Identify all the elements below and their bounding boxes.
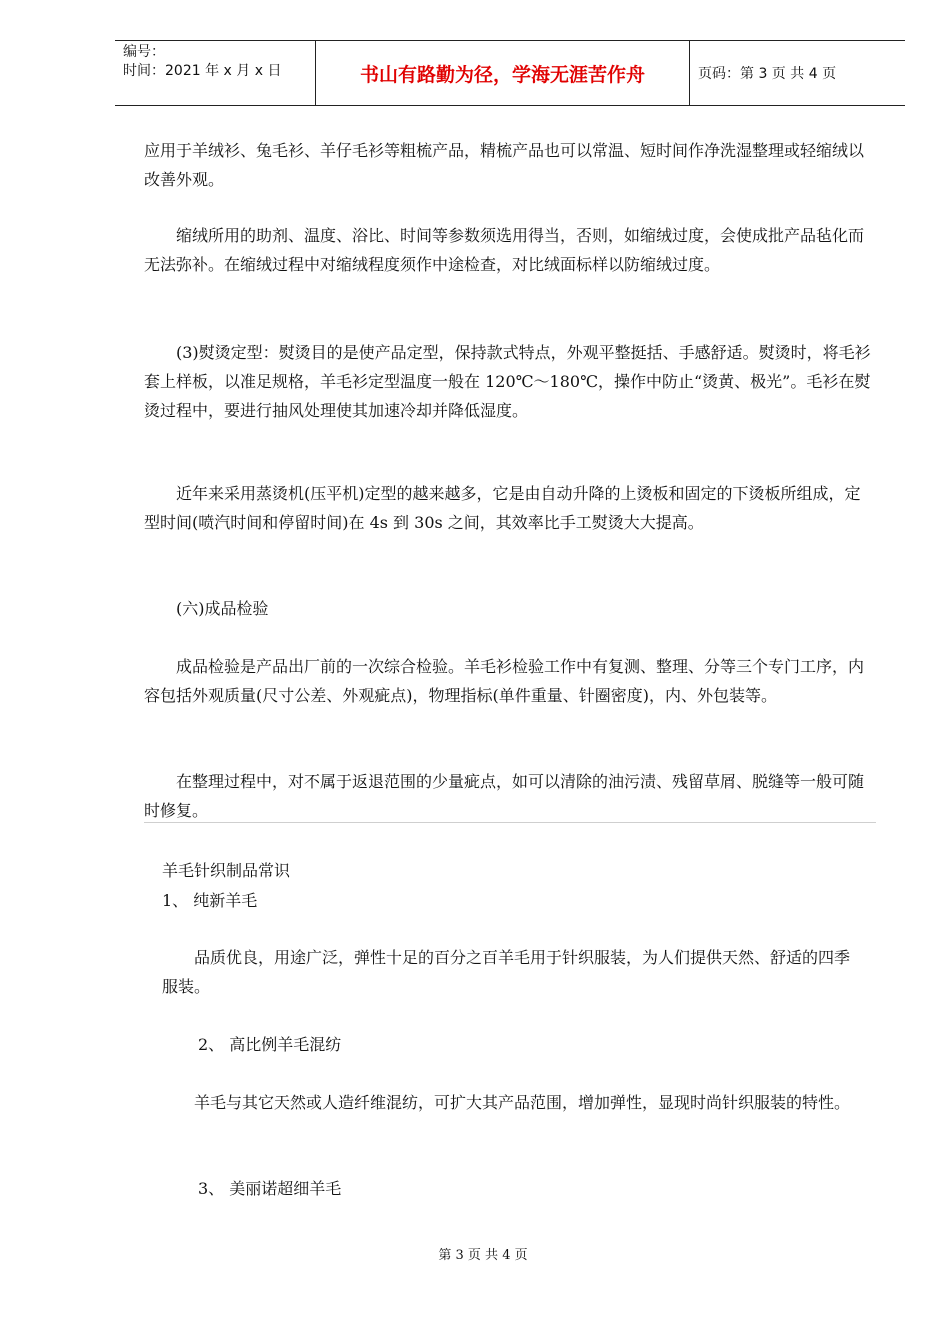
- section-heading-six: (六)成品检验: [144, 599, 269, 618]
- paragraph-3: (3)熨烫定型：熨烫目的是使产品定型，保持款式特点，外观平整挺括、手感舒适。熨烫时，将毛衫套上样板，以准足规格，羊毛衫定型温度一般在 120℃～180℃，操作中防止“烫黄、极光”。毛衫在熨烫过程中，要进行抽风处理使其加速冷却并降低湿度。: [144, 343, 871, 420]
- header-page-label: 页码：第 3 页 共 4 页: [698, 66, 837, 82]
- section2-item1-heading: 1、 纯新羊毛: [162, 891, 258, 910]
- paragraph-2: 缩绒所用的助剂、温度、浴比、时间等参数须选用得当，否则，如缩绒过度，会使成批产品毡化而无法弥补。在缩绒过程中对缩绒程度须作中途检查，对比绒面标样以防缩绒过度。: [144, 226, 865, 274]
- section2-item2-text: 羊毛与其它天然或人造纤维混纺，可扩大其产品范围，增加弹性，显现时尚针织服装的特性。: [162, 1093, 851, 1112]
- section2-item1-text: 品质优良，用途广泛，弹性十足的百分之百羊毛用于针织服装，为人们提供天然、舒适的四季服装。: [162, 948, 851, 996]
- header-motto: 书山有路勤为径，学海无涯苦作舟: [316, 41, 690, 105]
- section2-item2-heading: 2、 高比例羊毛混纺: [198, 1035, 342, 1054]
- page-footer: 第 3 页 共 4 页: [438, 1248, 528, 1263]
- paragraph-1: 应用于羊绒衫、兔毛衫、羊仔毛衫等粗梳产品，精梳产品也可以常温、短时间作净洗湿整理或轻缩绒以改善外观。: [144, 141, 865, 189]
- header-date-label: 时间：2021 年 x 月 x 日: [123, 63, 282, 79]
- paragraph-7: 在整理过程中，对不属于返退范围的少量疵点，如可以清除的油污渍、残留草屑、脱缝等一般可随时修复。: [144, 772, 865, 820]
- paragraph-6: 成品检验是产品出厂前的一次综合检验。羊毛衫检验工作中有复测、整理、分等三个专门工序，内容包括外观质量(尺寸公差、外观疵点)，物理指标(单件重量、针圈密度)，内、外包装等。: [144, 657, 865, 705]
- page-header: [115, 40, 905, 106]
- section2-title: 羊毛针织制品常识: [162, 861, 291, 880]
- header-number-label: 编号：: [123, 44, 165, 60]
- paragraph-4: 近年来采用蒸烫机(压平机)定型的越来越多，它是由自动升降的上烫板和固定的下烫板所组成，定型时间(喷汽时间和停留时间)在 4s 到 30s 之间，其效率比手工熨烫大大提高。: [144, 484, 861, 532]
- divider-line: [144, 822, 876, 823]
- section2-item3-heading: 3、 美丽诺超细羊毛: [198, 1179, 342, 1198]
- header-meta: [115, 41, 316, 105]
